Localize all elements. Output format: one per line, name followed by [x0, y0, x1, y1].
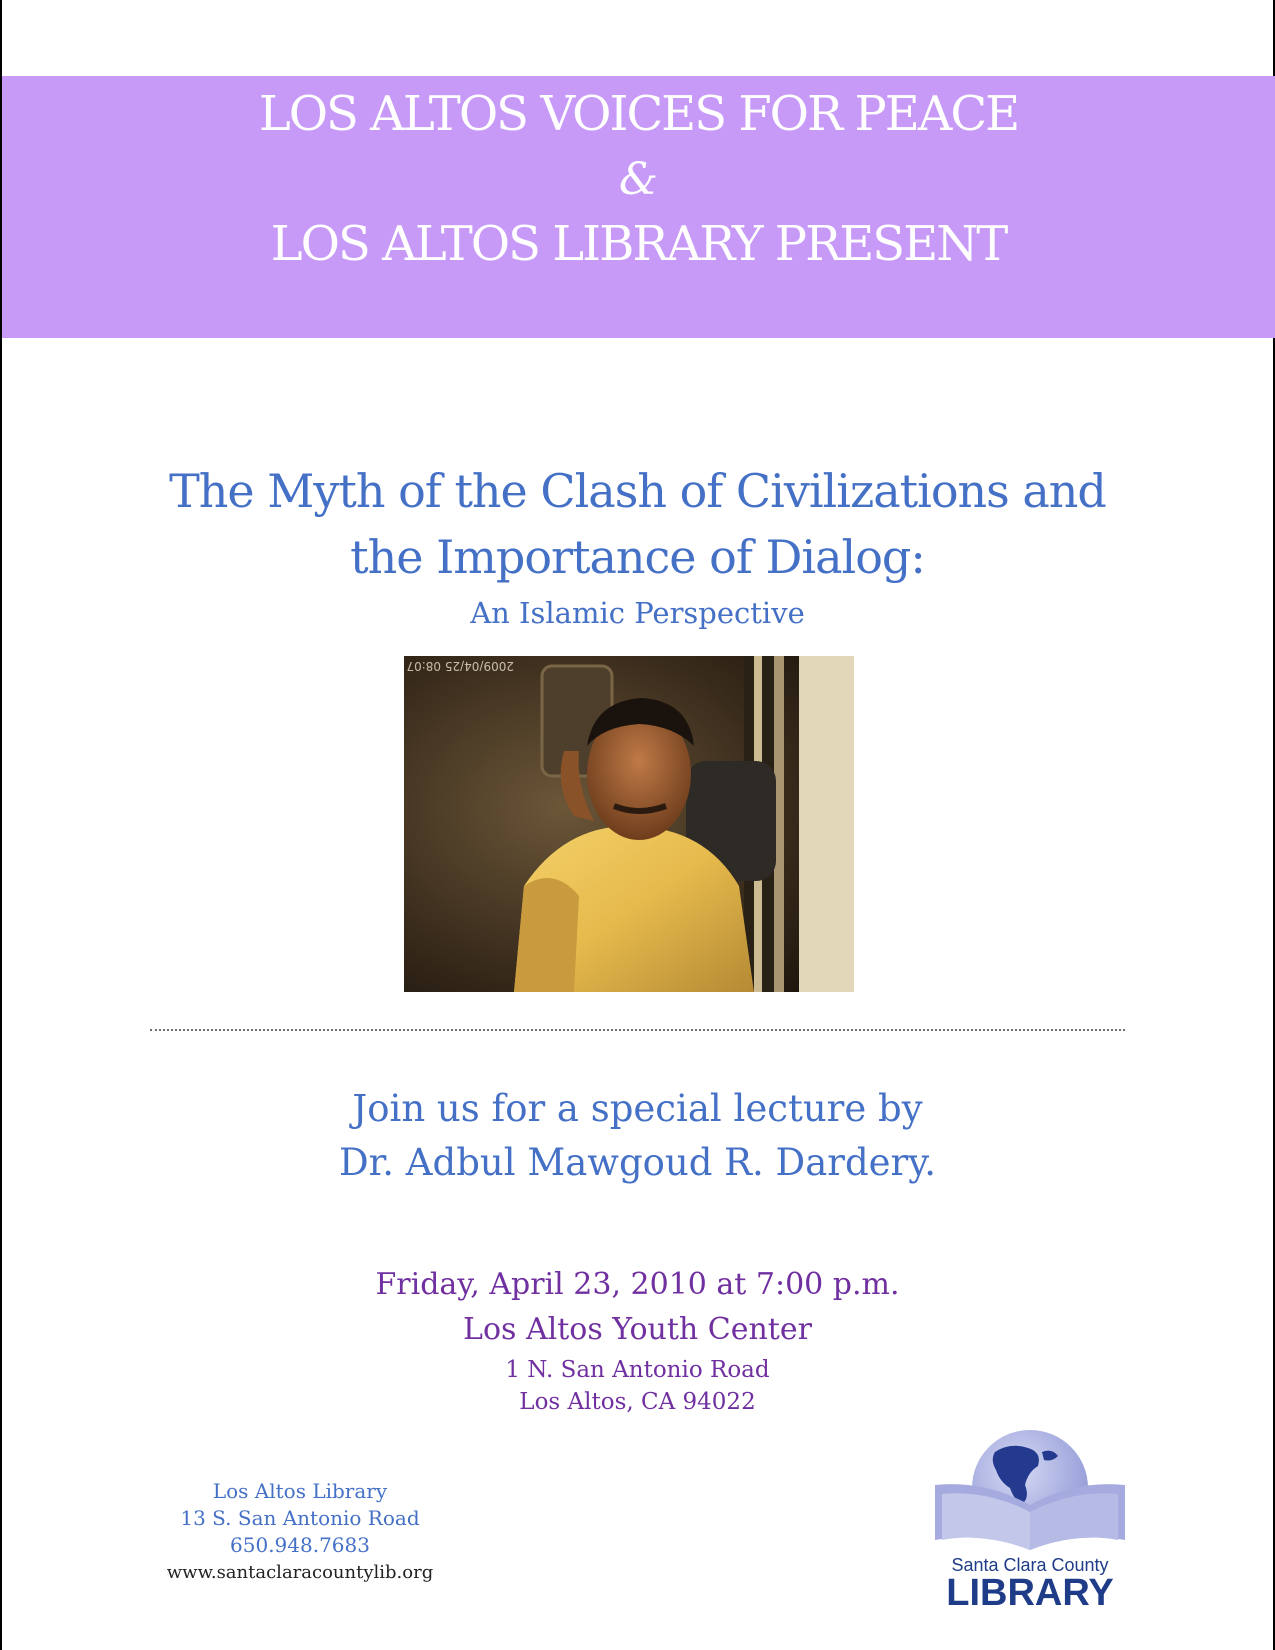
invitation-line1: Join us for a special lecture by	[352, 1087, 923, 1130]
lecture-title-line2: the Importance of Dialog:	[350, 530, 925, 584]
lecture-invitation	[100, 1082, 1175, 1190]
banner-line-organization: LOS ALTOS VOICES FOR PEACE	[258, 86, 1019, 142]
event-venue: Los Altos Youth Center	[463, 1312, 812, 1347]
lecture-subtitle: An Islamic Perspective	[470, 596, 805, 630]
header-banner	[2, 76, 1275, 338]
event-address-street: 1 N. San Antonio Road	[505, 1357, 770, 1383]
speaker-photo	[404, 656, 854, 992]
speaker-photo-image	[404, 656, 854, 992]
globe-book-icon	[930, 1430, 1130, 1555]
logo-library-text: LIBRARY	[946, 1572, 1114, 1614]
library-contact	[150, 1478, 450, 1586]
lecture-title-line1: The Myth of the Clash of Civilizations and	[169, 464, 1106, 518]
contact-phone: 650.948.7683	[230, 1533, 370, 1557]
contact-website[interactable]: www.santaclaracountylib.org	[166, 1562, 434, 1583]
lecture-title	[100, 458, 1175, 590]
section-divider	[150, 1029, 1125, 1031]
event-date: Friday, April 23, 2010 at 7:00 p.m.	[375, 1267, 900, 1302]
event-address-city: Los Altos, CA 94022	[519, 1389, 756, 1415]
photo-timestamp: 2009/04/25 08:07	[406, 659, 514, 673]
speaker-name: Dr. Adbul Mawgoud R. Dardery.	[339, 1141, 936, 1184]
contact-address: 13 S. San Antonio Road	[180, 1506, 420, 1530]
banner-line-library: LOS ALTOS LIBRARY PRESENT	[270, 216, 1007, 272]
banner-ampersand: &	[618, 154, 659, 205]
library-logo	[930, 1430, 1130, 1614]
logo-county-text: Santa Clara County	[951, 1555, 1109, 1575]
contact-name: Los Altos Library	[212, 1479, 388, 1503]
